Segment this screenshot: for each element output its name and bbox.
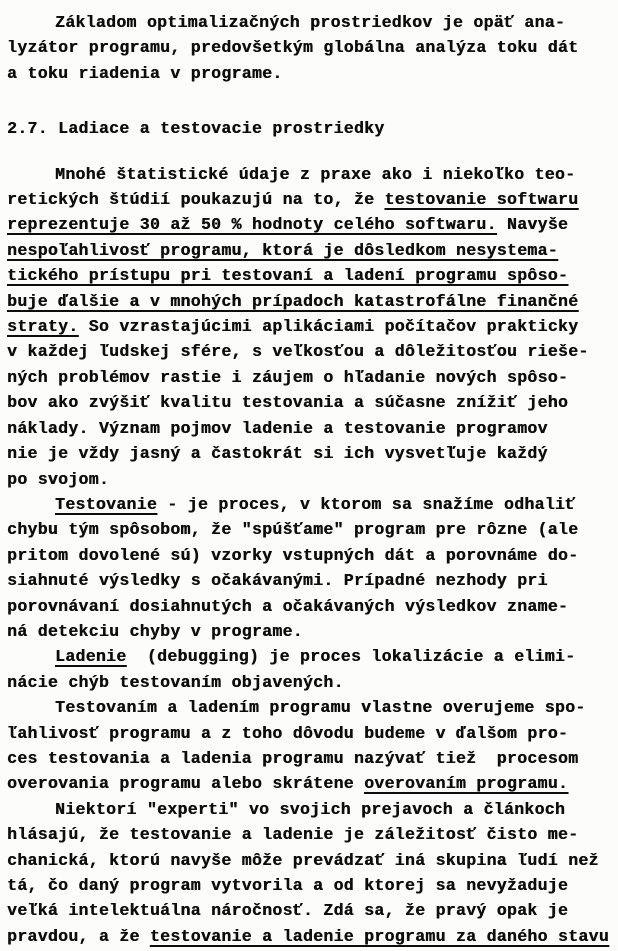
text-run: tá, čo daný program vytvorila a od ktorej sa nevyžaduje <box>7 876 569 895</box>
text-run: 2.7. Ladiace a testovacie prostriedky <box>7 119 385 139</box>
section-heading <box>7 116 614 141</box>
text-line <box>7 467 614 492</box>
text-line <box>7 898 614 923</box>
text-line <box>7 517 614 542</box>
text-line <box>7 162 614 187</box>
text-line <box>7 721 614 746</box>
text-line <box>7 568 614 593</box>
text-line <box>7 924 614 949</box>
text-run: a toku riadenia v programe. <box>7 63 283 83</box>
underlined-text-run: straty. <box>7 317 79 337</box>
text-line <box>7 543 614 568</box>
paragraph <box>7 797 614 949</box>
text-line <box>7 61 614 86</box>
text-line <box>7 644 614 669</box>
text-run: ná detekciu chyby v programe. <box>7 621 303 641</box>
text-line <box>7 822 614 847</box>
underlined-text-run: buje ďalšie a v mnohých prípadoch katastrofálne finančné <box>7 291 579 311</box>
text-line <box>7 619 614 644</box>
text-line <box>7 365 614 390</box>
text-run: overovania programu alebo skrátene <box>7 774 365 794</box>
text-line <box>7 35 614 60</box>
text-run: porovnávaní dosiahnutých a očakávaných výsledkov zname- <box>7 596 569 616</box>
text-line <box>7 873 614 898</box>
text-line <box>7 212 614 237</box>
underlined-text-run: Ladenie <box>55 647 127 667</box>
text-line <box>7 695 614 720</box>
text-run: hlásajú, že testovanie a ladenie je záležitosť čisto me- <box>7 825 579 845</box>
text-run: siahnuté výsledky s očakávanými. Prípadné nezhody pri <box>7 571 548 591</box>
text-line <box>7 289 614 314</box>
paragraph <box>7 162 614 492</box>
underlined-text-run: nespoľahlivosť programu, ktorá je dôsledkom nesystema- <box>7 240 558 260</box>
text-line <box>7 416 614 441</box>
text-run: ných problémov rastie i záujem o hľadanie nových spôso- <box>7 367 569 387</box>
text-line <box>7 263 614 288</box>
text-run: Niektorí "experti" vo svojich prejavoch a článkoch <box>55 799 566 819</box>
text-line <box>7 848 614 873</box>
text-run: lyzátor programu, predovšetkým globálna analýza toku dát <box>7 38 579 58</box>
text-run: Mnohé štatistické údaje z praxe ako i niekoľko teo- <box>55 164 576 184</box>
text-run: v každej ľudskej sfére, s veľkosťou a dôležitosťou rieše- <box>7 342 589 362</box>
text-line <box>7 492 614 517</box>
paragraph <box>7 492 614 644</box>
text-run: Testovaním a ladením programu vlastne overujeme spo- <box>55 698 586 718</box>
text-run: chanická, ktorú navyše môže prevádzať iná skupina ľudí než <box>7 850 599 870</box>
text-line <box>7 670 614 695</box>
text-run: - je proces, v ktorom sa snažíme odhaliť <box>157 494 576 514</box>
text-line <box>7 797 614 822</box>
underlined-text-run: testovanie softwaru <box>384 190 579 210</box>
text-run: po svojom. <box>7 469 110 489</box>
text-run: nácie chýb testovaním objavených. <box>7 672 344 692</box>
underlined-text-run: tického prístupu pri testovaní a ladení programu spôso- <box>7 266 569 286</box>
paragraph <box>7 695 614 797</box>
text-line <box>7 339 614 364</box>
text-line <box>7 116 614 141</box>
text-run: náklady. Význam pojmov ladenie a testovanie programov <box>7 418 548 438</box>
text-line <box>7 10 614 35</box>
underlined-text-run: Testovanie <box>55 494 158 514</box>
text-line <box>7 314 614 339</box>
text-run: veľká intelektuálna náročnosť. Zdá sa, že pravý opak je <box>7 901 569 921</box>
text-run: pravdou, a že <box>7 926 150 946</box>
text-run: (debugging) je proces lokalizácie a elimi- <box>126 647 576 667</box>
text-run: Základom optimalizačných prostriedkov je opäť ana- <box>55 13 566 32</box>
text-run: bov ako zvýšiť kvalitu testovania a súčasne znížiť jeho <box>7 393 569 413</box>
paragraph <box>7 644 614 695</box>
text-run: retických štúdií poukazujú na to, že <box>7 190 385 210</box>
text-line <box>7 187 614 212</box>
underlined-text-run: overovaním programu. <box>364 774 569 794</box>
text-line <box>7 238 614 263</box>
text-run: pritom dovolené sú) vzorky vstupných dát a porovnáme do- <box>7 545 579 565</box>
text-line <box>7 771 614 796</box>
text-line <box>7 746 614 771</box>
text-run: Navyše <box>496 215 569 235</box>
text-line <box>7 594 614 619</box>
text-run: So vzrastajúcimi aplikáciami počítačov prakticky <box>78 317 579 337</box>
text-line <box>7 390 614 415</box>
text-run: nie je vždy jasný a častokrát si ich vysvetľuje každý <box>7 444 548 464</box>
text-run: ces testovania a ladenia programu nazývať tiež procesom <box>7 748 579 768</box>
underlined-text-run: testovanie a ladenie programu za daného stavu <box>149 926 609 946</box>
paragraph <box>7 10 614 86</box>
underlined-text-run: reprezentuje 30 až 50 % hodnoty celého softwaru. <box>7 215 497 235</box>
text-line <box>7 441 614 466</box>
text-run: ľahlivosť programu a z toho dôvodu budeme v ďalšom pro- <box>7 723 569 743</box>
text-run: chybu tým spôsobom, že "spúšťame" program pre rôzne (ale <box>7 520 579 540</box>
